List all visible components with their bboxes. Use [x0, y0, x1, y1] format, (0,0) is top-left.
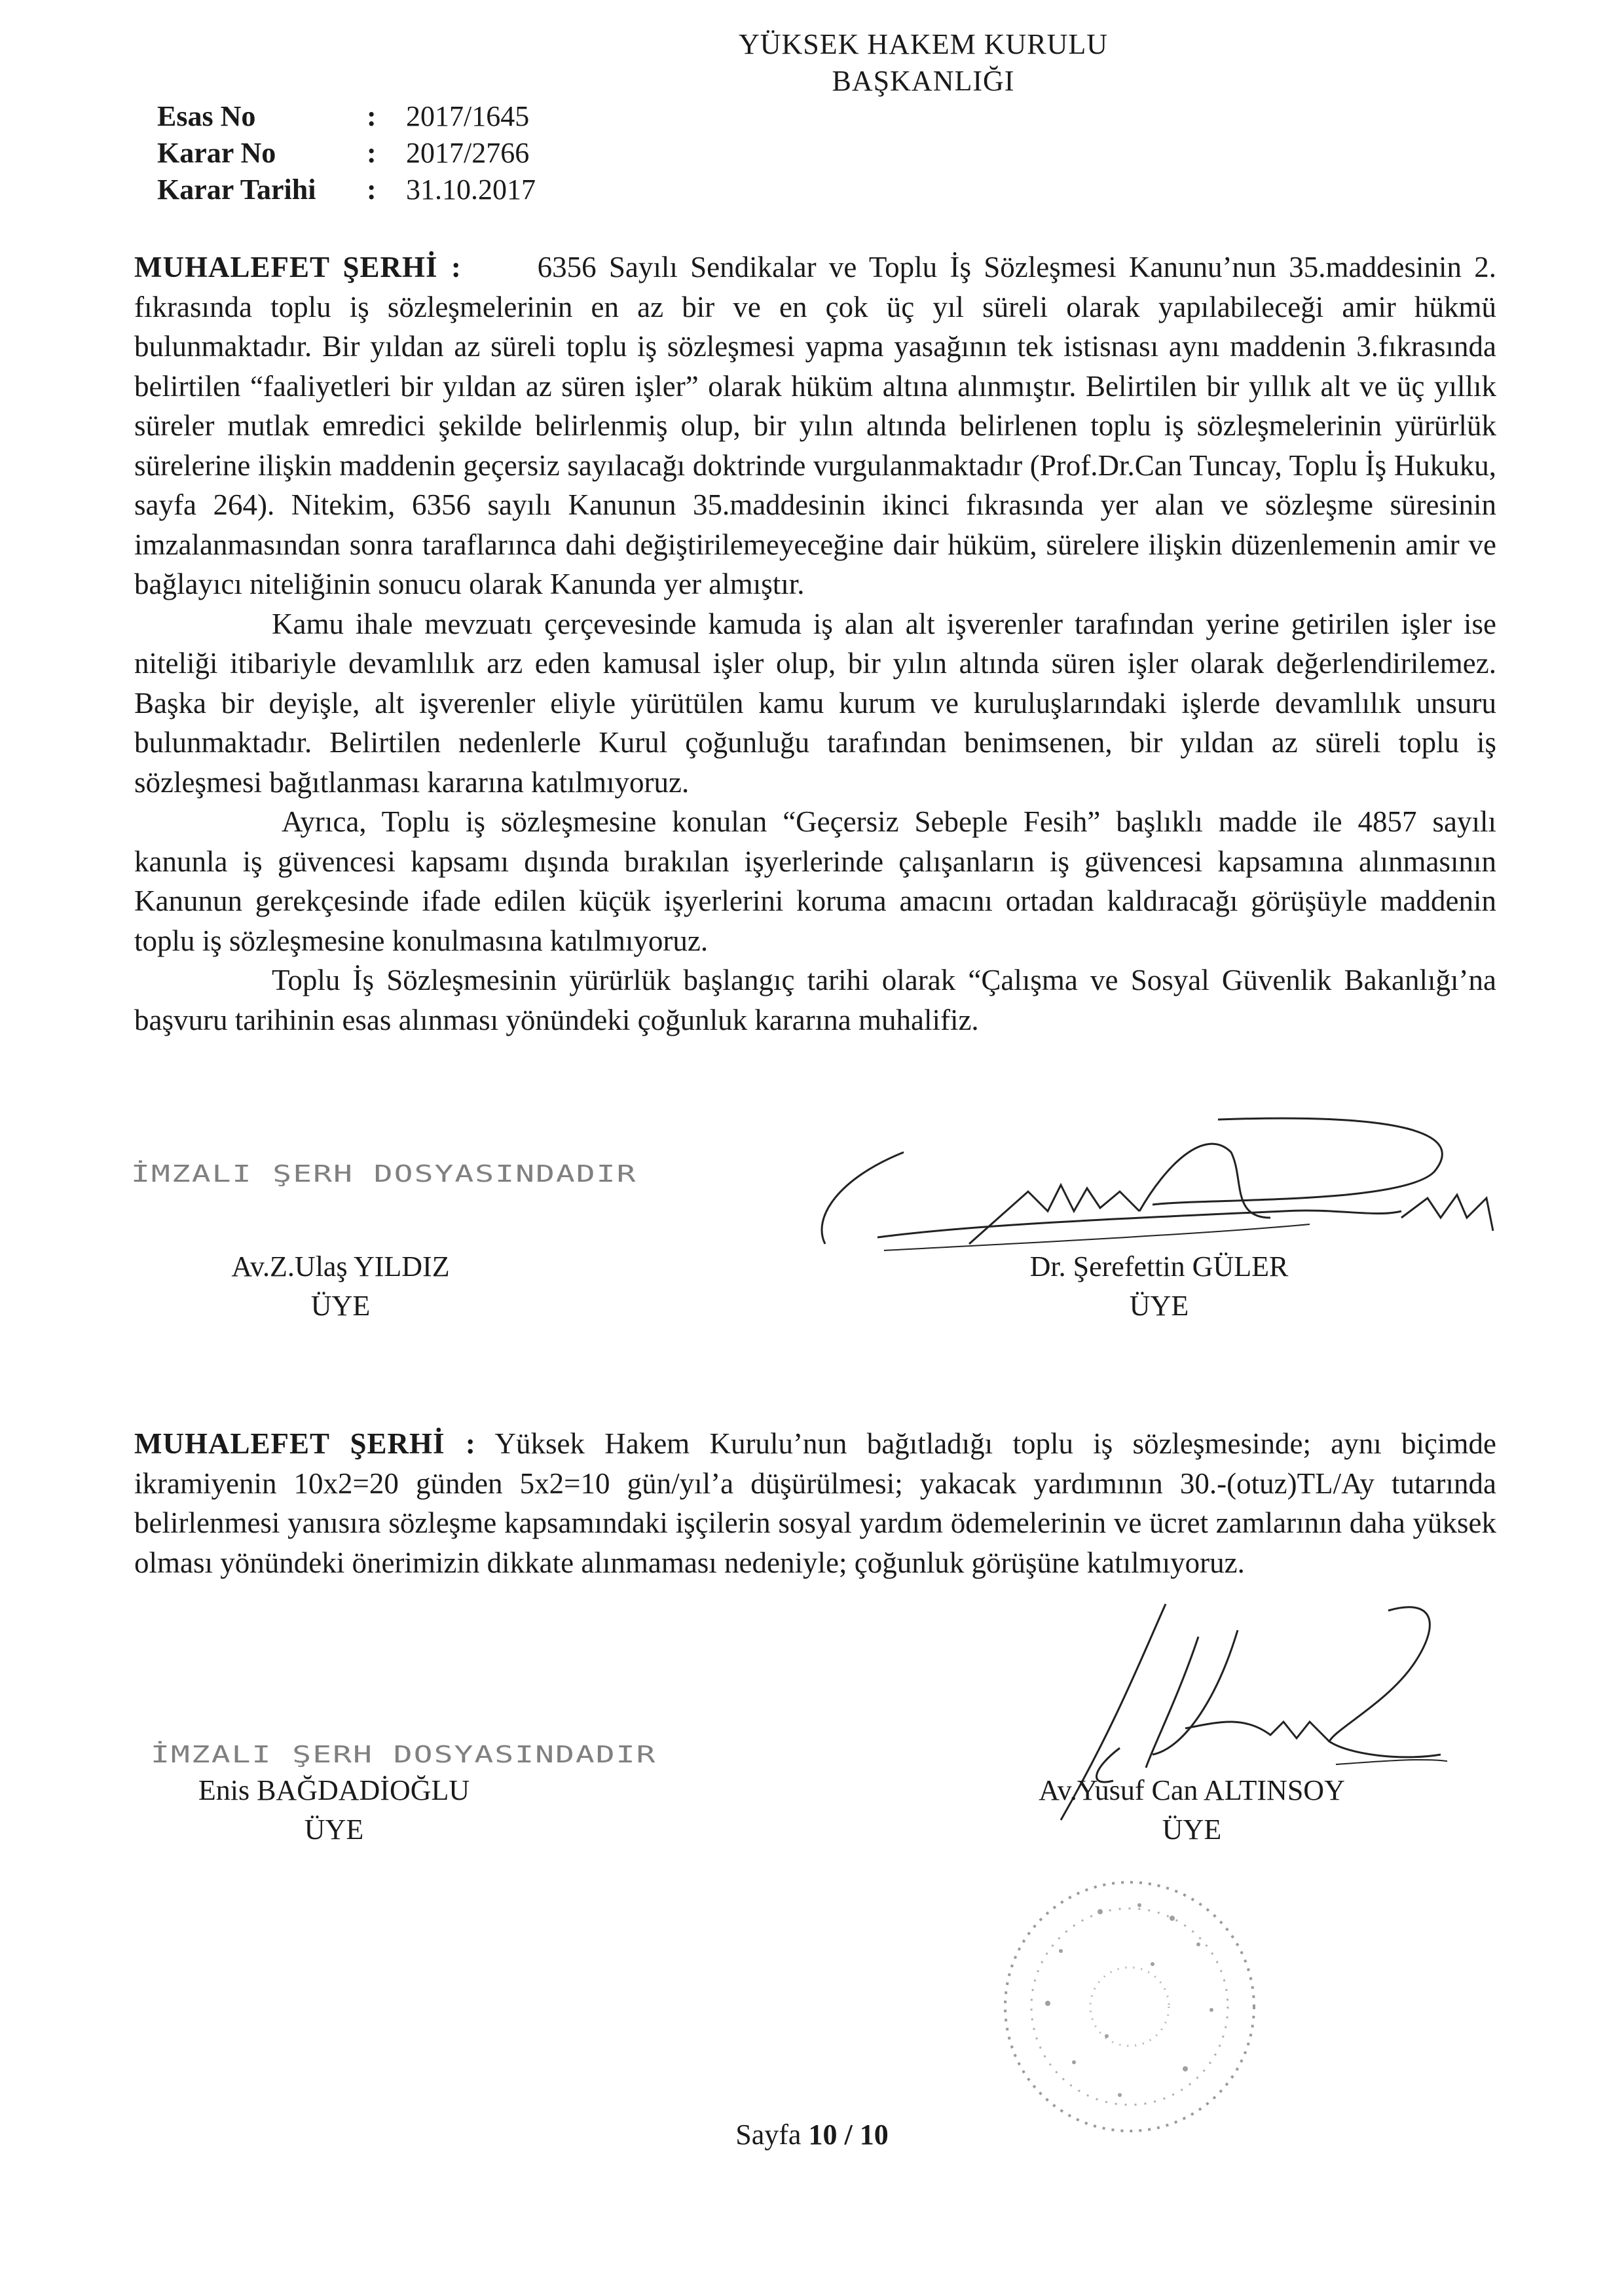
meta-label: Esas No: [157, 100, 256, 132]
dissent-paragraph: [134, 1424, 1496, 1582]
meta-value: 2017/2766: [406, 137, 530, 169]
signatory-role: ÜYE: [304, 1813, 364, 1846]
signatory-block: [989, 1771, 1395, 1850]
dissent-paragraph: Ayrıca, Toplu iş sözleşmesine konulan “Geçersiz Sebeple Fesih” başlıklı madde ile 4857 sayılı kanunla iş güvencesi kapsamı dışında bırakılan işyerlerinde çalışanların iş güvencesi kapsamına alınmasının Kanunun gerekçesinde ifade edilen küçük işyerlerini koruma amacını ortadan kaldıracağı görüşüyle maddenin toplu iş sözleşmesine konulmasına katılmıyoruz.: [134, 805, 1496, 957]
signed-dissent-stamp: İMZALI ŞERH DOSYASINDADIR: [151, 1741, 657, 1768]
dissent-label: MUHALEFET ŞERHİ :: [134, 251, 462, 283]
signatory-role: ÜYE: [310, 1290, 371, 1322]
dissent-paragraph: Kamu ihale mevzuatı çerçevesinde kamuda iş alan alt işverenler tarafından yerine getirilen işler ise niteliği itibariyle devamlılık arz eden kamusal işler olup, bir yılın altında süren işler olarak değerlendirilemez. Başka bir deyişle, alt işverenler eliyle yürütülen kamu kurum ve kuruluşlarındaki işlerde devamlılık unsuru bulunmaktadır. Belirtilen nedenlerle Kurul çoğunluğu tarafından benimsenen, bir yıldan az süreli toplu iş sözleşmesi bağıtlanması kararına katılmıyoruz.: [134, 607, 1496, 799]
meta-value: 31.10.2017: [406, 173, 536, 206]
signatory-block: [157, 1771, 511, 1850]
meta-colon: :: [367, 100, 377, 132]
signatory-name: Av.Z.Ulaş YILDIZ: [231, 1250, 450, 1283]
institution-header: [0, 26, 1624, 100]
official-seal: [989, 1866, 1270, 2147]
dissent-label: MUHALEFET ŞERHİ :: [134, 1427, 476, 1460]
meta-label: Karar No: [157, 137, 276, 169]
meta-row-esas: [157, 98, 536, 135]
dissent-opinion-1: [134, 247, 1496, 1040]
dissent-opinion-2: [134, 1424, 1496, 1582]
signatory-role: ÜYE: [1162, 1813, 1222, 1846]
signatory-name: Enis BAĞDADİOĞLU: [198, 1774, 470, 1806]
meta-row-karar: [157, 135, 536, 172]
signatory-name: Av.Yusuf Can ALTINSOY: [1039, 1774, 1345, 1806]
meta-colon: :: [367, 173, 377, 206]
dissent-paragraph: [134, 247, 1496, 604]
page-footer: [0, 2118, 1624, 2151]
meta-label: Karar Tarihi: [157, 173, 316, 206]
dissent-text: Yüksek Hakem Kurulu’nun bağıtladığı toplu iş sözleşmesinde; aynı biçimde ikramiyenin 10x2=20 günden 5x2=10 gün/yıl’a düşürülmesi; yakacak yardımının 30.-(otuz)TL/Ay tutarında belirlenmesi yanısıra sözleşme kapsamındaki işçilerin sosyal yardım ödemelerinin ve ücret zamlarının daha yüksek olması yönündeki önerimizin dikkate alınmaması nedeniyle; çoğunluk görüşüne katılmıyoruz.: [134, 1427, 1496, 1579]
signed-dissent-stamp: İMZALI ŞERH DOSYASINDADIR: [131, 1160, 637, 1188]
signatory-role: ÜYE: [1129, 1290, 1189, 1322]
meta-colon: :: [367, 137, 377, 169]
meta-value: 2017/1645: [406, 100, 530, 132]
signatory-name: Dr. Şerefettin GÜLER: [1029, 1250, 1289, 1283]
signatory-block: [177, 1247, 504, 1326]
page-number: 10 / 10: [808, 2119, 889, 2151]
case-metadata: [157, 98, 536, 208]
dissent-paragraph: Toplu İş Sözleşmesinin yürürlük başlangıç tarihi olarak “Çalışma ve Sosyal Güvenlik Bakanlığı’na başvuru tarihinin esas alınması yönündeki çoğunluk kararına muhalifiz.: [134, 964, 1496, 1036]
institution-subtitle: BAŞKANLIĞI: [832, 65, 1015, 97]
signatory-block: [976, 1247, 1342, 1326]
meta-row-tarih: [157, 172, 536, 208]
page-label: Sayfa: [735, 2119, 802, 2151]
institution-name: YÜKSEK HAKEM KURULU: [738, 28, 1109, 60]
dissent-text: 6356 Sayılı Sendikalar ve Toplu İş Sözleşmesi Kanunu’nun 35.maddesinin 2. fıkrasında toplu iş sözleşmelerinin en az bir ve en çok üç yıl süreli olarak yapılabileceği amir hükmü bulunmaktadır. Bir yıldan az süreli toplu iş sözleşmesi yapma yasağının tek istisnası aynı maddenin 3.fıkrasında belirtilen “faaliyetleri bir yıldan az süren işler” olarak hüküm altına alınmıştır. Belirtilen bir yıllık alt ve üç yıllık süreler mutlak emredici şekilde belirlenmiş olup, bir yılın altında belirlenen toplu iş sözleşmelerinin yürürlük sürelerine ilişkin maddenin geçersiz sayılacağı doktrinde vurgulanmaktadır (Prof.Dr.Can Tuncay, Toplu İş Hukuku, sayfa 264). Nitekim, 6356 sayılı Kanunun 35.maddesinin ikinci fıkrasında yer alan ve sözleşme süresinin imzalanmasından sonra taraflarınca dahi değiştirilemeyeceğine dair hüküm, sürelere ilişkin düzenlemenin amir ve bağlayıcı niteliğinin sonucu olarak Kanunda yer almıştır.: [134, 251, 1497, 600]
